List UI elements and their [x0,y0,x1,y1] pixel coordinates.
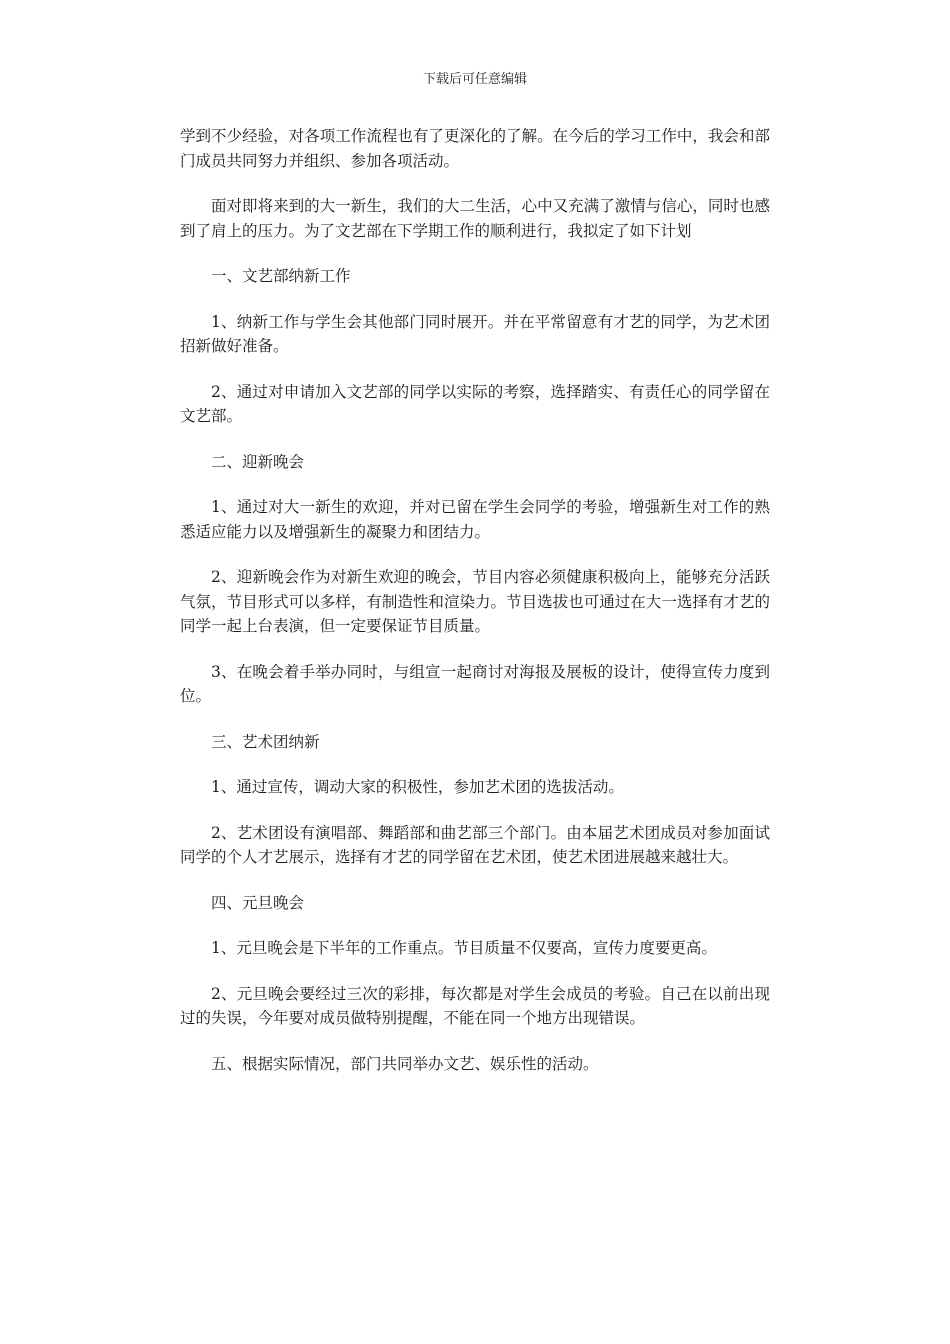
list-item: 2、迎新晚会作为对新生欢迎的晚会，节目内容必须健康积极向上，能够充分活跃气氛，节目形式可以多样，有制造性和渲染力。节目选拔也可通过在大一选择有才艺的同学一起上台表演，但一定要保证节目质量。 [180,568,770,635]
list-item: 2、艺术团设有演唱部、舞蹈部和曲艺部三个部门。由本届艺术团成员对参加面试同学的个人才艺展示，选择有才艺的同学留在艺术团，使艺术团进展越来越壮大。 [180,823,770,866]
section-heading-2: 二、迎新晚会 [211,452,305,471]
list-item: 1、元旦晚会是下半年的工作重点。节目质量不仅要高，宣传力度要更高。 [211,939,717,957]
list-item: 1、通过宣传，调动大家的积极性，参加艺术团的选拔活动。 [211,778,624,796]
paragraph-continuation: 学到不少经验，对各项工作流程也有了更深化的了解。在今后的学习工作中，我会和部门成员共同努力并组织、参加各项活动。 [180,127,770,170]
list-item: 2、通过对申请加入文艺部的同学以实际的考察，选择踏实、有责任心的同学留在文艺部。 [180,382,770,425]
list-item: 1、通过对大一新生的欢迎，并对已留在学生会同学的考验，增强新生对工作的熟悉适应能力以及增强新生的凝聚力和团结力。 [180,498,770,541]
section-heading-1: 一、文艺部纳新工作 [211,267,351,285]
document-body [180,124,770,1097]
section-heading-3: 三、艺术团纳新 [211,732,320,751]
list-item: 1、纳新工作与学生会其他部门同时展开。并在平常留意有才艺的同学，为艺术团招新做好准备。 [180,312,770,355]
paragraph-intro: 面对即将来到的大一新生，我们的大二生活，心中又充满了激情与信心，同时也感到了肩上的压力。为了文艺部在下学期工作的顺利进行，我拟定了如下计划 [180,197,770,240]
list-item: 2、元旦晚会要经过三次的彩排，每次都是对学生会成员的考验。自己在以前出现过的失误，今年要对成员做特别提醒，不能在同一个地方出现错误。 [180,984,770,1027]
list-item: 3、在晚会着手举办同时，与组宣一起商讨对海报及展板的设计，使得宣传力度到位。 [180,662,770,705]
page-header-note: 下载后可任意编辑 [422,72,527,87]
section-heading-5: 五、根据实际情况，部门共同举办文艺、娱乐性的活动。 [211,1054,599,1073]
section-heading-4: 四、元旦晚会 [211,893,305,912]
